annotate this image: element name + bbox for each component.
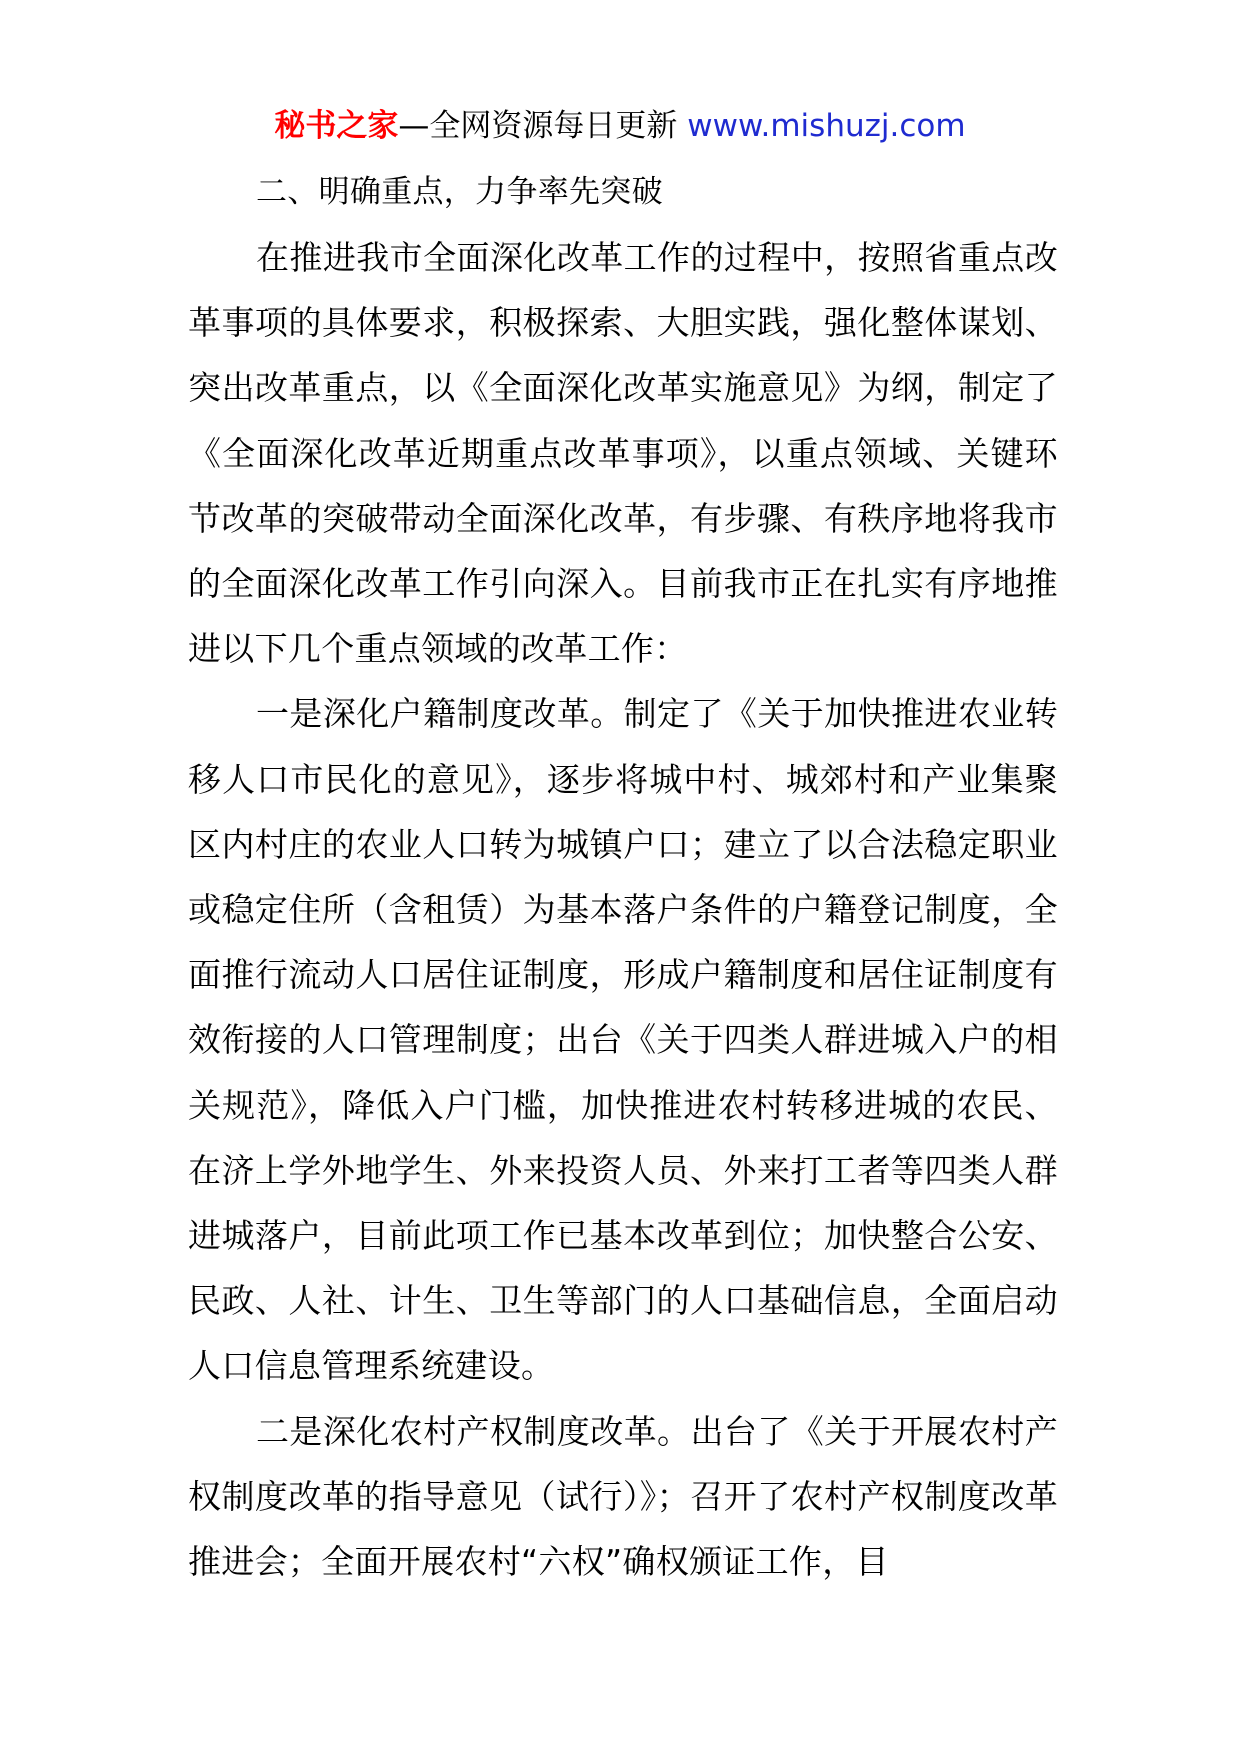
section-heading: 二、明确重点，力争率先突破 — [256, 174, 663, 210]
website-link[interactable]: www.mishuzj.com — [687, 108, 966, 144]
paragraph-household-registration: 一是深化户籍制度改革。制定了《关于加快推进农业转移人口市民化的意见》，逐步将城中村、城郊村和产业集聚区内村庄的农业人口转为城镇户口；建立了以合法稳定职业或稳定住所（含租赁）为基本落户条件的户籍登记制度，全面推行流动人口居住证制度，形成户籍制度和居住证制度有效衔接的人口管理制度；出台《关于四类人群进城入户的相关规范》，降低入户门槛，加快推进农村转移进城的农民、在济上学外地学生、外来投资人员、外来打工者等四类人群进城落户，目前此项工作已基本改革到位；加快整合公安、民政、人社、计生、卫生等部门的人口基础信息，全面启动人口信息管理系统建设。 — [188, 694, 1058, 1386]
brand-name: 秘书之家 — [274, 108, 399, 144]
document-body — [188, 160, 1058, 1594]
paragraph-intro: 在推进我市全面深化改革工作的过程中，按照省重点改革事项的具体要求，积极探索、大胆实践，强化整体谋划、突出改革重点，以《全面深化改革实施意见》为纲，制定了《全面深化改革近期重点改革事项》，以重点领域、关键环节改革的突破带动全面深化改革，有步骤、有秩序地将我市的全面深化改革工作引向深入。目前我市正在扎实有序地推进以下几个重点领域的改革工作： — [188, 238, 1058, 669]
page-header — [0, 96, 1240, 156]
paragraph-rural-property-rights: 二是深化农村产权制度改革。出台了《关于开展农村产权制度改革的指导意见（试行）》；召开了农村产权制度改革推进会；全面开展农村“六权”确权颁证工作，目 — [188, 1411, 1058, 1582]
header-tagline: —全网资源每日更新 — [398, 108, 688, 144]
